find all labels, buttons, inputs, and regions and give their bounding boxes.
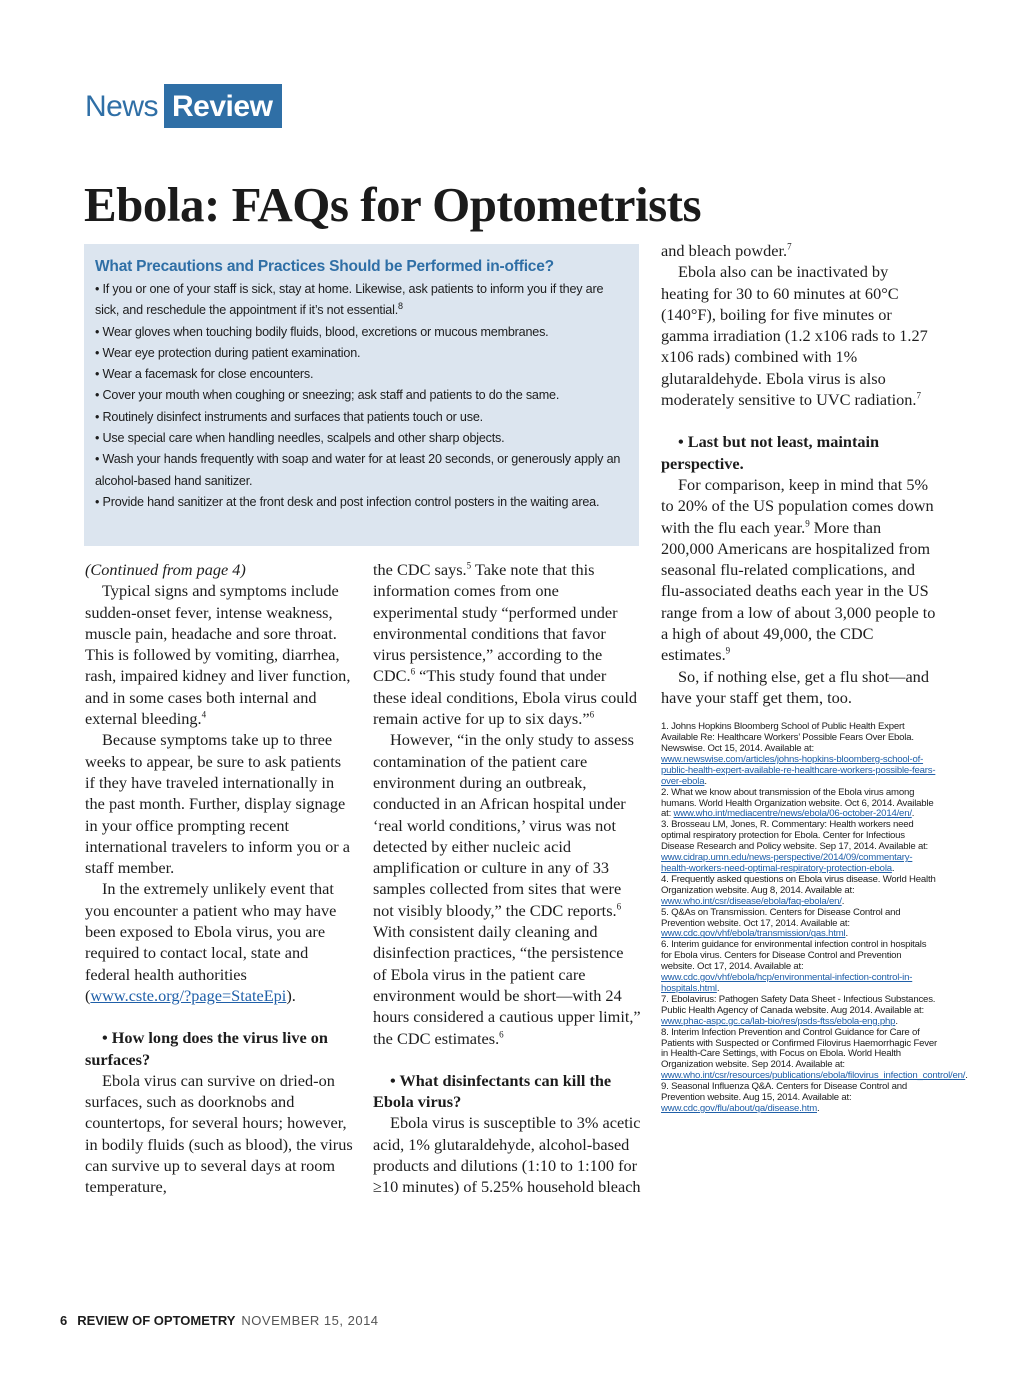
faq-question-heading: • Last but not least, maintain perspective. <box>661 432 880 473</box>
reference-item: 3. Brosseau LM, Jones, R. Commentary: Health workers need optimal respiratory protection for Ebola. Center for Infectious Disease Research and Policy website. Sep 17, 2014. Available at: www.cidrap.umn.edu/news-perspective/2014/09/commentary-health-workers-need-optimal-respiratory-protection-ebola. <box>661 819 929 875</box>
page-footer <box>60 1313 379 1328</box>
citation-superscript: 6 <box>616 901 622 912</box>
citation-superscript: 9 <box>805 518 810 529</box>
citation-superscript: 6 <box>589 709 595 720</box>
section-label <box>85 84 282 128</box>
faq-list <box>95 279 625 513</box>
article-column-3 <box>661 240 968 1115</box>
article-headline: Ebola: FAQs for Optometrists <box>84 177 702 232</box>
faq-item: • Wear eye protection during patient examination. <box>95 345 361 360</box>
reference-item: 4. Frequently asked questions on Ebola virus disease. World Health Organization website. Aug 8, 2014. Available at: www.who.int/csr/disease/ebola/faq-ebola/en/. <box>661 873 936 907</box>
article-column-2 <box>373 559 641 1198</box>
body-paragraph: So, if nothing else, get a flu shot—and have your staff get them, too. <box>661 666 929 707</box>
faq-item: • Provide hand sanitizer at the front desk and post infection control posters in the waiting area. <box>95 494 600 509</box>
faq-item: • Routinely disinfect instruments and surfaces that patients touch or use. <box>95 409 483 424</box>
faq-sidebar-box <box>84 244 639 546</box>
section-label-news: News <box>85 90 159 123</box>
reference-link[interactable]: www.cdc.gov/vhf/ebola/transmission/qas.html <box>661 928 846 940</box>
reference-link[interactable]: www.newswise.com/articles/johns-hopkins-bloomberg-school-of-public-health-expert-available-re-healthcare-workers-possible-fears-over-ebola <box>661 753 936 787</box>
reference-link[interactable]: www.cdc.gov/flu/about/qa/disease.htm <box>661 1102 817 1114</box>
reference-item: 6. Interim guidance for environmental infection control in hospitals for Ebola virus. Centers for Disease Control and Prevention website. Oct 17, 2014. Available at: www.cdc.gov/vhf/ebola/hcp/environmental-infection-control-in-hospitals.html. <box>661 939 927 994</box>
reference-link[interactable]: www.who.int/mediacentre/news/ebola/06-october-2014/en/ <box>673 808 912 820</box>
section-label-review: Review <box>164 84 282 128</box>
reference-item: 2. What we know about transmission of the Ebola virus among humans. World Health Organization website. Oct 6, 2014. Available at: www.who.int/mediacentre/news/ebola/06-october-2014/en/. <box>661 786 934 820</box>
citation-superscript: 7 <box>916 390 921 401</box>
reference-item: 1. Johns Hopkins Bloomberg School of Public Health Expert Available Re: Healthcare Workers’ Possible Fears Over Ebola. Newswise. Oct 15, 2014. Available at: www.newswise.com/articles/johns-hopkins-bloomberg-school-of-public-health-expert-available-re-healthcare-workers-possible-fears-over-ebola. <box>661 721 936 787</box>
reference-item: 7. Ebolavirus: Pathogen Safety Data Sheet - Infectious Substances. Public Health Agency of Canada website. Aug 2014. Available at: www.phac-aspc.gc.ca/lab-bio/res/psds-ftss/ebola-eng.php. <box>661 993 936 1027</box>
faq-box-title: What Precautions and Practices Should be Performed in-office? <box>95 258 554 275</box>
body-paragraph: Because symptoms take up to three weeks to appear, be sure to ask patients if they have traveled internationally in the past month. Further, display signage in your office prompting recent international travelers to inform you or a staff member. <box>85 730 350 878</box>
faq-item: • Wear gloves when touching bodily fluids, blood, excretions or mucous membranes. <box>95 324 549 339</box>
body-paragraph: and bleach powder.$^7$ <box>661 241 792 260</box>
citation-superscript: 6 <box>499 1029 504 1040</box>
references-list <box>661 721 968 1115</box>
faq-item: • If you or one of your staff is sick, stay at home. Likewise, ask patients to inform you if they are sick, and reschedule the appointment if it’s not essential.$^8$ <box>95 282 604 318</box>
body-paragraph: the CDC says.$^5$ Take note that this information comes from one experimental study “performed under environmental conditions that favor virus persistence,” according to the CDC.$^6$ “This study found that under these ideal conditions, Ebola virus could remain active for up to six days.”$^6$ <box>373 560 638 729</box>
faq-item: • Cover your mouth when coughing or sneezing; ask staff and patients to do the same. <box>95 388 560 403</box>
body-paragraph: Ebola virus is susceptible to 3% acetic acid, 1% glutaraldehyde, alcohol-based products and dilutions (1:10 to 1:100 for ≥10 minutes) of 5.25% household bleach <box>373 1113 641 1197</box>
faq-item: • Wear a facemask for close encounters. <box>95 367 314 382</box>
reference-link[interactable]: www.who.int/csr/disease/ebola/faq-ebola/en/ <box>661 895 842 907</box>
reference-item: 5. Q&As on Transmission. Centers for Disease Control and Prevention website. Oct 17, 2014. Available at: www.cdc.gov/vhf/ebola/transmission/qas.html. <box>661 906 901 940</box>
citation-superscript: 7 <box>787 241 792 252</box>
faq-item: • Use special care when handling needles, scalpels and other sharp objects. <box>95 431 505 446</box>
body-paragraph: However, “in the only study to assess contamination of the patient care environment during an outbreak, conducted in an African hospital under ‘real world conditions,’ virus was not detected by either nucleic acid amplification or culture in any of 33 samples collected from sites that were not visibly bloody,” the CDC reports.$^6$ With consistent daily cleaning and disinfection practices, “the persistence of Ebola virus in the patient care environment would be short—with 24 hours considered a cautious upper limit,” the CDC estimates.$^6$ <box>373 730 641 1048</box>
page-number: 6 <box>60 1313 68 1328</box>
issue-date: NOVEMBER 15, 2014 <box>241 1313 379 1328</box>
faq-question-heading: • What disinfectants can kill the Ebola virus? <box>373 1070 612 1112</box>
reference-link[interactable]: www.phac-aspc.gc.ca/lab-bio/res/psds-ftss/ebola-eng.php <box>661 1015 896 1027</box>
citation-superscript: 4 <box>201 709 207 720</box>
citation-superscript: 6 <box>410 667 416 678</box>
reference-item: 8. Interim Infection Prevention and Control Guidance for Care of Patients with Suspected or Confirmed Filovirus Haemorrhagic Fever in Health-Care Settings, with Focus on Ebola. World Health Organization website. Sep 2014. Available at: www.who.int/csr/resources/publications/ebola/filovirus_infection_control/en/. <box>661 1026 968 1082</box>
faq-question-heading: • How long does the virus live on surfaces? <box>85 1028 328 1069</box>
article-column-1 <box>85 559 353 1198</box>
body-paragraph: In the extremely unlikely event that you encounter a patient who may have been exposed to Ebola virus, you are required to contact local, state and federal health authorities (www.cste.org/?page=StateEpi). <box>85 879 337 1005</box>
faq-item: • Wash your hands frequently with soap and water for at least 20 seconds, or generously apply an alcohol-based hand sanitizer. <box>95 452 621 488</box>
body-paragraph: Typical signs and symptoms include sudden-onset fever, intense weakness, muscle pain, headache and sore throat. This is followed by vomiting, diarrhea, rash, impaired kidney and liver function, and in some cases both internal and external bleeding.$^4$ <box>85 581 351 729</box>
reference-link[interactable]: www.who.int/csr/resources/publications/ebola/filovirus_infection_control/en/ <box>661 1070 966 1082</box>
body-paragraph: For comparison, keep in mind that 5% to 20% of the US population comes down with the flu each year.$^9$ More than 200,000 Americans are hospitalized from seasonal flu-related complications, and flu-associated deaths each year in the US range from a low of about 3,000 people to a high of about 49,000, the CDC estimates.$^9$ <box>661 474 936 665</box>
reference-link[interactable]: www.cdc.gov/vhf/ebola/hcp/environmental-infection-control-in-hospitals.html <box>661 972 913 994</box>
magazine-name: REVIEW OF OPTOMETRY <box>77 1313 236 1328</box>
citation-superscript: 5 <box>466 560 472 571</box>
reference-link[interactable]: www.cidrap.umn.edu/news-perspective/2014/09/commentary-health-workers-need-optimal-respiratory-protection-ebola <box>661 852 913 875</box>
body-paragraph: Ebola virus can survive on dried-on surfaces, such as doorknobs and countertops, for several hours; however, in bodily fluids (such as blood), the virus can survive up to several days at room temperature, <box>85 1070 353 1197</box>
continued-note: (Continued from page 4) <box>85 560 246 579</box>
citation-superscript: 8 <box>398 301 403 312</box>
body-paragraph: Ebola also can be inactivated by heating for 30 to 60 minutes at 60°C (140°F), boiling for five minutes or gamma irradiation (1.2 x106 rads to 1.27 x106 rads) combined with 1% glutaraldehyde. Ebola virus is also moderately sensitive to UVC radiation.$^7$ <box>661 262 928 410</box>
reference-item: 9. Seasonal Influenza Q&A. Centers for Disease Control and Prevention website. Aug 15, 2014. Available at: www.cdc.gov/flu/about/qa/disease.htm. <box>661 1081 907 1114</box>
citation-superscript: 9 <box>725 645 731 656</box>
cste-link[interactable]: www.cste.org/?page=StateEpi <box>90 985 287 1005</box>
